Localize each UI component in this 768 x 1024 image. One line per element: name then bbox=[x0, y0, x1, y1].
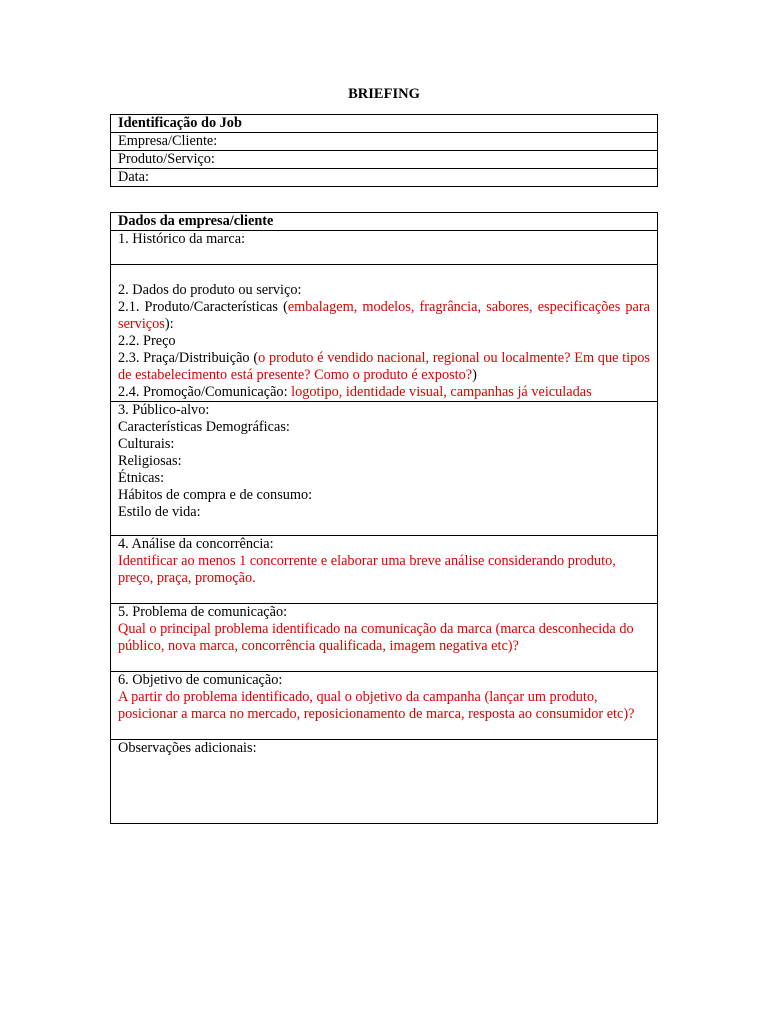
produto-item-caracteristicas bbox=[118, 299, 650, 333]
job-field-produto: Produto/Serviço: bbox=[111, 151, 658, 169]
objetivo-hint: A partir do problema identificado, qual o objetivo da campanha (lançar um produto, posicionar a marca no mercado, reposicionamento de marca, resposta ao consumidor etc)? bbox=[118, 689, 635, 722]
publico-line: Religiosas: bbox=[118, 453, 182, 469]
item4-hint: logotipo, identidade visual, campanhas já veiculadas bbox=[291, 384, 592, 400]
company-header: Dados da empresa/cliente bbox=[111, 213, 658, 231]
concorrencia-heading: 4. Análise da concorrência: bbox=[118, 536, 274, 552]
job-field-data: Data: bbox=[111, 169, 658, 187]
produto-heading: 2. Dados do produto ou serviço: bbox=[118, 282, 302, 298]
document-title: BRIEFING bbox=[348, 86, 420, 102]
publico-line: Características Demográficas: bbox=[118, 419, 290, 435]
company-data-table bbox=[110, 212, 658, 824]
publico-line: Culturais: bbox=[118, 436, 175, 452]
section-observacoes bbox=[111, 740, 658, 824]
section-produto bbox=[111, 265, 658, 402]
observacoes-label: Observações adicionais: bbox=[118, 740, 257, 756]
produto-item-preco: 2.2. Preço bbox=[118, 333, 176, 349]
concorrencia-hint: Identificar ao menos 1 concorrente e elaborar uma breve análise considerando produto, preço, praça, promoção. bbox=[118, 553, 616, 586]
publico-line: Étnicas: bbox=[118, 470, 165, 486]
job-identification-table bbox=[110, 114, 658, 187]
job-field-empresa: Empresa/Cliente: bbox=[111, 133, 658, 151]
item1-label: 2.1. Produto/Características ( bbox=[118, 299, 288, 315]
item3-close: ) bbox=[472, 367, 477, 383]
item1-close: ): bbox=[164, 316, 174, 332]
historico-label: 1. Histórico da marca: bbox=[118, 231, 246, 247]
section-historico bbox=[111, 231, 658, 265]
item4-label: 2.4. Promoção/Comunicação: bbox=[118, 384, 292, 400]
objetivo-heading: 6. Objetivo de comunicação: bbox=[118, 672, 283, 688]
job-header: Identificação do Job bbox=[111, 115, 658, 133]
publico-heading: 3. Público-alvo: bbox=[118, 402, 210, 418]
publico-line: Hábitos de compra e de consumo: bbox=[118, 487, 313, 503]
produto-item-praca bbox=[118, 350, 650, 384]
item1-hint: embalagem, modelos, fragrância, sabores, especificações para serviços bbox=[118, 299, 650, 332]
produto-item-promocao bbox=[118, 384, 650, 401]
item3-hint: o produto é vendido nacional, regional ou localmente? Em que tipos de estabelecimento está presente? Como o produto é exposto? bbox=[118, 350, 650, 383]
item3-label: 2.3. Praça/Distribuição ( bbox=[118, 350, 259, 366]
section-publico-alvo bbox=[111, 402, 658, 536]
problema-hint: Qual o principal problema identificado na comunicação da marca (marca desconhecida do público, nova marca, concorrência qualificada, imagem negativa etc)? bbox=[118, 621, 634, 654]
section-problema bbox=[111, 604, 658, 672]
section-objetivo bbox=[111, 672, 658, 740]
publico-line: Estilo de vida: bbox=[118, 504, 201, 520]
section-concorrencia bbox=[111, 536, 658, 604]
problema-heading: 5. Problema de comunicação: bbox=[118, 604, 288, 620]
